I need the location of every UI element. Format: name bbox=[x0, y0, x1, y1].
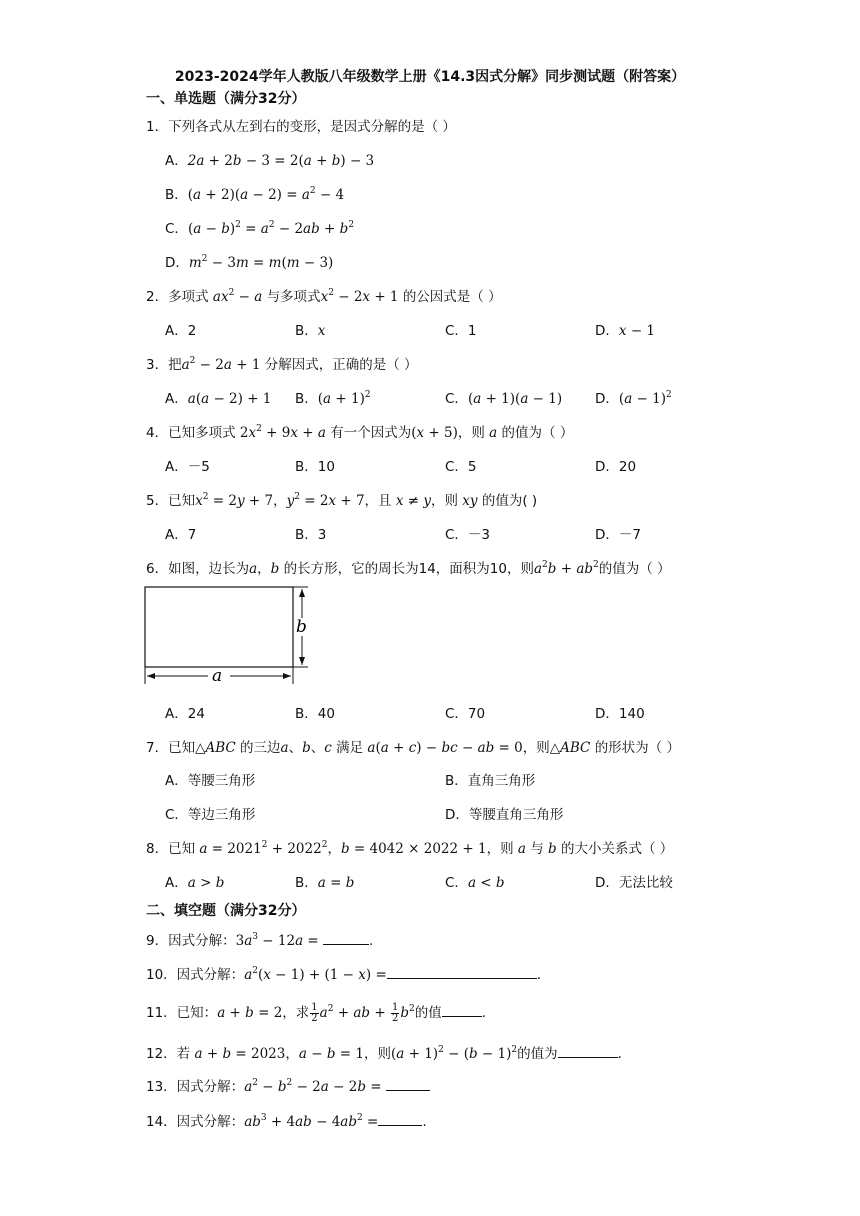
section-single-choice: 一、单选题（满分32分） bbox=[146, 91, 306, 107]
q5-option-d[interactable]: D．－7 bbox=[595, 527, 641, 543]
q5-option-b[interactable]: B．3 bbox=[295, 527, 327, 543]
q5-option-c[interactable]: C．－3 bbox=[445, 527, 491, 543]
q6-option-d[interactable]: D．140 bbox=[595, 706, 645, 722]
q4-option-a[interactable]: A．－5 bbox=[165, 459, 210, 475]
q10-answer-blank[interactable] bbox=[387, 964, 537, 979]
arrow-down bbox=[299, 657, 305, 665]
q8-option-c[interactable]: C．a < b bbox=[445, 875, 505, 891]
q2-option-b[interactable]: B．x bbox=[295, 323, 326, 339]
q9-answer-blank[interactable] bbox=[323, 930, 369, 945]
q1-option-b[interactable]: B．$(a + 2)(a - 2) = a^2 - 4$ bbox=[165, 186, 345, 203]
q7-option-c[interactable]: C．等边三角形 bbox=[165, 807, 256, 823]
question-10: 10．因式分解：$a^2(x - 1) + (1 - x)$ = . bbox=[146, 966, 542, 983]
q3-option-c[interactable]: C．(a + 1)(a − 1) bbox=[445, 391, 563, 407]
question-6-stem: 6．如图，边长为a，b 的长方形，它的周长为14，面积为10，则$a^2b + ab^2$的值为（ ） bbox=[146, 560, 671, 577]
q8-option-b[interactable]: B．a = b bbox=[295, 875, 355, 891]
q2-option-a[interactable]: A．2 bbox=[165, 323, 197, 339]
q6-option-a[interactable]: A．24 bbox=[165, 706, 205, 722]
label-a: a bbox=[212, 666, 223, 686]
q6-option-c[interactable]: C．70 bbox=[445, 706, 486, 722]
q3-option-a[interactable]: A．a(a − 2) + 1 bbox=[165, 391, 272, 407]
question-12: 12．若 a + b = 2023，a − b = 1，则$(a + 1)^2 - (b - 1)^2$的值为 . bbox=[146, 1045, 622, 1062]
q7-option-a[interactable]: A．等腰三角形 bbox=[165, 773, 256, 789]
arrow-up bbox=[299, 589, 305, 597]
question-7-stem: 7．已知△ABC 的三边a、b、c 满足 a(a + c) − bc − ab = 0，则△ABC 的形状为（ ） bbox=[146, 740, 680, 756]
question-8-stem: 8．已知 $a = 2021^2 + 2022^2$，b = 4042 × 2022 + 1，则 a 与 b 的大小关系式（ ） bbox=[146, 840, 674, 857]
q2-option-d[interactable]: D．x − 1 bbox=[595, 323, 656, 339]
q3-option-b[interactable]: B．$(a + 1)^2$ bbox=[295, 390, 371, 407]
q3-option-d[interactable]: D．$(a - 1)^2$ bbox=[595, 390, 672, 407]
q8-option-d[interactable]: D．无法比较 bbox=[595, 875, 673, 891]
arrow-right bbox=[283, 673, 291, 679]
q1-option-c[interactable]: C．$(a - b)^2 = a^2 - 2ab + b^2$ bbox=[165, 220, 355, 237]
question-5-stem: 5．已知$x^2 = 2y + 7$，$y^2 = 2x + 7$，且 x ≠ y，则 xy 的值为( ) bbox=[146, 492, 538, 509]
q1-option-a[interactable]: A．2a + 2b − 3 = 2(a + b) − 3 bbox=[165, 153, 375, 169]
q14-answer-blank[interactable] bbox=[378, 1111, 422, 1126]
question-14: 14．因式分解：$ab^3 + 4ab - 4ab^2$ = . bbox=[146, 1113, 427, 1130]
q4-option-d[interactable]: D．20 bbox=[595, 459, 637, 475]
q8-option-a[interactable]: A．a > b bbox=[165, 875, 225, 891]
q7-option-b[interactable]: B．直角三角形 bbox=[445, 773, 536, 789]
q5-option-a[interactable]: A．7 bbox=[165, 527, 197, 543]
q7-option-d[interactable]: D．等腰直角三角形 bbox=[445, 807, 564, 823]
question-13: 13．因式分解：$a^2 - b^2 - 2a - 2b$ = bbox=[146, 1076, 430, 1096]
question-11: 11．已知：a + b = 2，求 $\frac{1}{2}$ $a^2$ + ab + $\frac{1}{2}$ $b^2$的值 . bbox=[146, 1001, 487, 1024]
question-3-stem: 3．把$a^2 - 2a + 1$ 分解因式，正确的是（ ） bbox=[146, 356, 418, 373]
document-title: 2023-2024学年人教版八年级数学上册《14.3因式分解》同步测试题（附答案） bbox=[174, 69, 686, 85]
q4-option-c[interactable]: C．5 bbox=[445, 459, 477, 475]
rectangle-figure bbox=[140, 582, 320, 688]
q1-option-d[interactable]: D．$m^2 - 3m = m(m - 3)$ bbox=[165, 254, 334, 271]
q2-option-c[interactable]: C．1 bbox=[445, 323, 477, 339]
question-2-stem: 2．多项式 $ax^2 - a$ 与多项式$x^2 - 2x + 1$ 的公因式是（ ） bbox=[146, 288, 502, 305]
q4-option-b[interactable]: B．10 bbox=[295, 459, 335, 475]
q12-answer-blank[interactable] bbox=[558, 1043, 618, 1058]
q11-answer-blank[interactable] bbox=[442, 1002, 482, 1017]
rectangle-shape bbox=[145, 587, 293, 667]
q13-answer-blank[interactable] bbox=[386, 1076, 430, 1091]
arrow-left bbox=[147, 673, 155, 679]
question-1-stem: 1．下列各式从左到右的变形，是因式分解的是（ ） bbox=[146, 119, 456, 135]
question-9: 9．因式分解：$3a^3 - 12a$ = . bbox=[146, 932, 374, 949]
q6-option-b[interactable]: B．40 bbox=[295, 706, 335, 722]
label-b: b bbox=[296, 617, 307, 637]
question-4-stem: 4．已知多项式 $2x^2 + 9x + a$ 有一个因式为(x + 5)，则 a 的值为（ ） bbox=[146, 424, 574, 441]
section-fill-in: 二、填空题（满分32分） bbox=[146, 903, 306, 919]
